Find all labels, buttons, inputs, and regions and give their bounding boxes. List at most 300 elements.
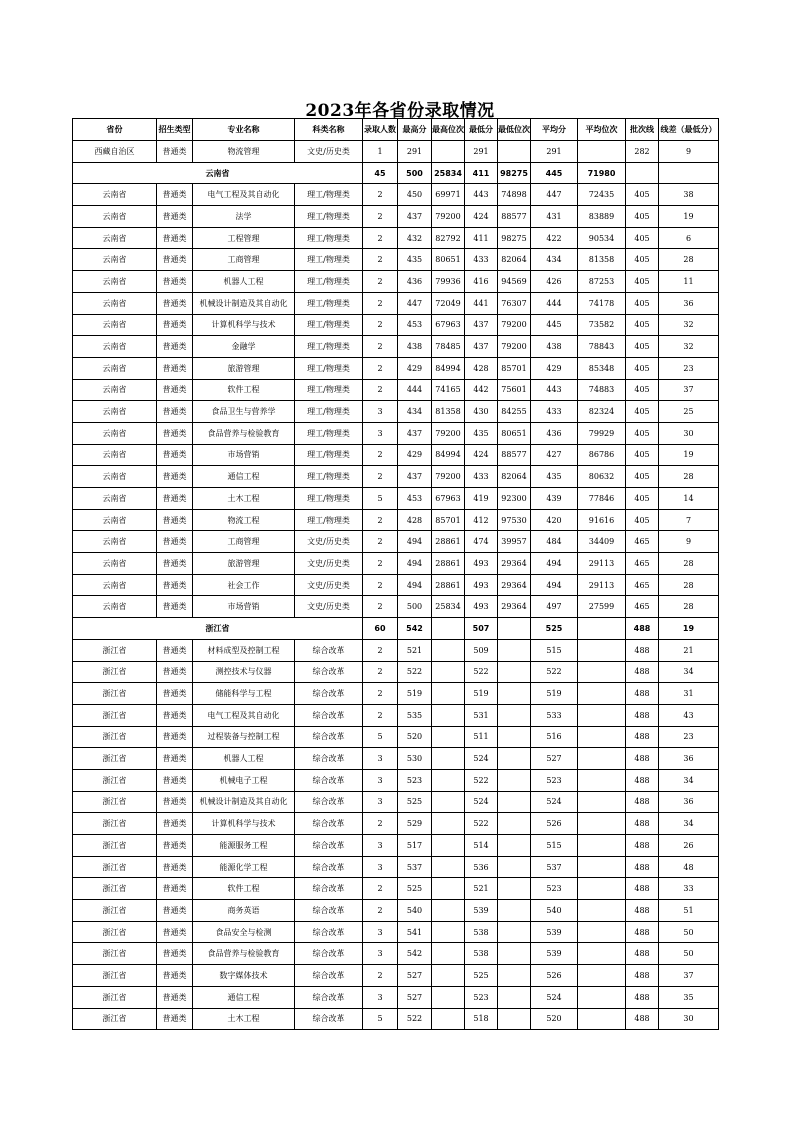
table-cell: 29113 — [578, 553, 626, 575]
table-cell — [498, 835, 531, 857]
table-cell: 494 — [398, 574, 432, 596]
table-cell: 电气工程及其自动化 — [193, 184, 295, 206]
table-cell: 484 — [531, 531, 578, 553]
table-cell: 普通类 — [157, 314, 193, 336]
province-subtotal-row — [73, 162, 719, 184]
table-cell: 519 — [465, 683, 498, 705]
table-cell: 2 — [363, 878, 398, 900]
table-cell: 2 — [363, 292, 398, 314]
table-cell: 85701 — [432, 509, 465, 531]
table-cell: 11 — [659, 271, 719, 293]
col-max-score: 最高分 — [398, 119, 432, 141]
table-cell — [578, 986, 626, 1008]
table-row — [73, 596, 719, 618]
table-cell: 普通类 — [157, 271, 193, 293]
table-cell: 综合改革 — [295, 726, 363, 748]
table-cell — [498, 661, 531, 683]
table-cell: 84255 — [498, 401, 531, 423]
table-cell: 综合改革 — [295, 986, 363, 1008]
table-cell: 39957 — [498, 531, 531, 553]
table-cell: 工商管理 — [193, 531, 295, 553]
table-cell: 28861 — [432, 531, 465, 553]
table-cell: 43 — [659, 704, 719, 726]
table-cell — [432, 835, 465, 857]
table-cell: 3 — [363, 769, 398, 791]
table-cell: 535 — [398, 704, 432, 726]
subtotal-cell: 507 — [465, 618, 498, 640]
table-cell: 488 — [626, 965, 659, 987]
table-cell: 28861 — [432, 553, 465, 575]
table-cell — [432, 965, 465, 987]
table-cell: 94569 — [498, 271, 531, 293]
table-row — [73, 726, 719, 748]
table-cell: 488 — [626, 943, 659, 965]
table-cell: 云南省 — [73, 401, 157, 423]
table-cell: 普通类 — [157, 769, 193, 791]
table-cell: 79929 — [578, 422, 626, 444]
table-cell: 422 — [531, 227, 578, 249]
table-cell: 67963 — [432, 488, 465, 510]
table-cell: 79200 — [432, 466, 465, 488]
table-cell: 普通类 — [157, 921, 193, 943]
table-cell: 普通类 — [157, 1008, 193, 1030]
table-cell: 488 — [626, 704, 659, 726]
table-cell: 442 — [465, 379, 498, 401]
table-cell: 云南省 — [73, 292, 157, 314]
table-cell: 437 — [398, 466, 432, 488]
table-cell: 81358 — [432, 401, 465, 423]
table-cell: 429 — [531, 357, 578, 379]
table-cell: 411 — [465, 227, 498, 249]
table-cell: 465 — [626, 574, 659, 596]
table-cell: 普通类 — [157, 900, 193, 922]
table-cell: 36 — [659, 292, 719, 314]
table-cell: 23 — [659, 726, 719, 748]
table-cell: 3 — [363, 748, 398, 770]
table-cell: 理工/物理类 — [295, 336, 363, 358]
table-cell: 524 — [531, 986, 578, 1008]
table-cell: 云南省 — [73, 227, 157, 249]
table-cell — [578, 813, 626, 835]
table-cell: 488 — [626, 856, 659, 878]
table-cell: 3 — [363, 943, 398, 965]
table-cell: 450 — [398, 184, 432, 206]
table-cell: 28861 — [432, 574, 465, 596]
table-cell: 540 — [531, 900, 578, 922]
table-cell: 82064 — [498, 249, 531, 271]
table-cell: 普通类 — [157, 748, 193, 770]
table-cell: 424 — [465, 444, 498, 466]
table-row — [73, 336, 719, 358]
table-cell: 综合改革 — [295, 683, 363, 705]
table-cell: 465 — [626, 596, 659, 618]
subtotal-cell: 488 — [626, 618, 659, 640]
table-cell: 523 — [531, 878, 578, 900]
table-cell: 437 — [465, 336, 498, 358]
table-cell — [498, 1008, 531, 1030]
table-row — [73, 314, 719, 336]
table-cell: 437 — [398, 206, 432, 228]
table-cell: 28 — [659, 466, 719, 488]
table-cell: 普通类 — [157, 943, 193, 965]
table-cell: 2 — [363, 704, 398, 726]
table-cell: 282 — [626, 141, 659, 163]
table-cell: 普通类 — [157, 574, 193, 596]
table-cell — [578, 141, 626, 163]
table-cell: 527 — [398, 986, 432, 1008]
table-cell: 云南省 — [73, 509, 157, 531]
table-cell: 浙江省 — [73, 661, 157, 683]
table-cell: 文史/历史类 — [295, 553, 363, 575]
table-row — [73, 444, 719, 466]
table-cell: 电气工程及其自动化 — [193, 704, 295, 726]
table-cell: 普通类 — [157, 444, 193, 466]
table-cell: 511 — [465, 726, 498, 748]
table-cell: 539 — [465, 900, 498, 922]
table-cell: 497 — [531, 596, 578, 618]
table-cell: 538 — [465, 921, 498, 943]
table-cell — [498, 791, 531, 813]
table-cell: 493 — [465, 596, 498, 618]
col-min-score: 最低分 — [465, 119, 498, 141]
table-cell: 综合改革 — [295, 639, 363, 661]
subtotal-cell — [432, 618, 465, 640]
table-cell: 通信工程 — [193, 986, 295, 1008]
table-cell — [498, 900, 531, 922]
table-cell: 普通类 — [157, 401, 193, 423]
table-cell: 普通类 — [157, 596, 193, 618]
table-cell: 29113 — [578, 574, 626, 596]
table-cell: 普通类 — [157, 466, 193, 488]
table-cell — [578, 878, 626, 900]
table-cell: 88577 — [498, 444, 531, 466]
table-cell: 73582 — [578, 314, 626, 336]
table-cell: 84994 — [432, 444, 465, 466]
table-cell: 浙江省 — [73, 965, 157, 987]
table-body — [73, 141, 719, 1030]
table-cell: 539 — [531, 921, 578, 943]
table-cell: 80651 — [432, 249, 465, 271]
table-cell: 3 — [363, 835, 398, 857]
table-cell: 79200 — [498, 314, 531, 336]
table-cell: 西藏自治区 — [73, 141, 157, 163]
table-cell: 机械设计制造及其自动化 — [193, 791, 295, 813]
table-cell: 浙江省 — [73, 683, 157, 705]
table-cell — [432, 704, 465, 726]
table-cell: 2 — [363, 206, 398, 228]
table-cell: 525 — [398, 878, 432, 900]
table-cell — [432, 683, 465, 705]
table-cell: 2 — [363, 509, 398, 531]
table-cell: 社会工作 — [193, 574, 295, 596]
table-cell: 2 — [363, 813, 398, 835]
table-cell — [578, 921, 626, 943]
table-cell: 85701 — [498, 357, 531, 379]
table-cell: 523 — [398, 769, 432, 791]
subtotal-cell: 19 — [659, 618, 719, 640]
table-cell: 523 — [465, 986, 498, 1008]
table-cell: 37 — [659, 965, 719, 987]
table-cell: 36 — [659, 791, 719, 813]
table-cell — [498, 748, 531, 770]
table-cell: 2 — [363, 661, 398, 683]
table-cell: 云南省 — [73, 466, 157, 488]
subtotal-cell: 25834 — [432, 162, 465, 184]
table-cell: 72049 — [432, 292, 465, 314]
table-cell: 488 — [626, 813, 659, 835]
table-cell: 74165 — [432, 379, 465, 401]
table-cell: 77846 — [578, 488, 626, 510]
table-cell: 云南省 — [73, 422, 157, 444]
table-cell: 综合改革 — [295, 661, 363, 683]
table-cell: 438 — [398, 336, 432, 358]
table-cell — [498, 704, 531, 726]
table-cell: 理工/物理类 — [295, 271, 363, 293]
col-avg-rank: 平均位次 — [578, 119, 626, 141]
table-cell: 理工/物理类 — [295, 206, 363, 228]
table-cell: 447 — [531, 184, 578, 206]
table-row — [73, 531, 719, 553]
table-cell — [578, 791, 626, 813]
table-row — [73, 249, 719, 271]
table-cell: 29364 — [498, 596, 531, 618]
table-cell: 1 — [363, 141, 398, 163]
table-cell: 食品卫生与营养学 — [193, 401, 295, 423]
table-cell: 529 — [398, 813, 432, 835]
table-cell: 81358 — [578, 249, 626, 271]
table-cell: 综合改革 — [295, 943, 363, 965]
table-cell: 488 — [626, 1008, 659, 1030]
table-row — [73, 271, 719, 293]
table-cell: 82324 — [578, 401, 626, 423]
table-cell: 普通类 — [157, 553, 193, 575]
table-cell: 488 — [626, 791, 659, 813]
table-cell: 527 — [531, 748, 578, 770]
table-cell: 2 — [363, 336, 398, 358]
table-cell — [432, 986, 465, 1008]
table-cell: 522 — [398, 661, 432, 683]
table-cell — [498, 921, 531, 943]
col-type: 招生类型 — [157, 119, 193, 141]
table-cell: 34409 — [578, 531, 626, 553]
table-row — [73, 813, 719, 835]
table-row — [73, 401, 719, 423]
table-cell: 435 — [531, 466, 578, 488]
table-cell: 综合改革 — [295, 900, 363, 922]
table-cell: 普通类 — [157, 249, 193, 271]
table-cell: 浙江省 — [73, 791, 157, 813]
table-cell: 29364 — [498, 553, 531, 575]
table-cell: 理工/物理类 — [295, 314, 363, 336]
table-cell: 79200 — [432, 206, 465, 228]
table-cell: 理工/物理类 — [295, 292, 363, 314]
table-cell: 文史/历史类 — [295, 141, 363, 163]
table-cell: 材料成型及控制工程 — [193, 639, 295, 661]
table-row — [73, 769, 719, 791]
table-cell: 综合改革 — [295, 835, 363, 857]
table-cell: 云南省 — [73, 596, 157, 618]
table-cell: 419 — [465, 488, 498, 510]
table-cell: 理工/物理类 — [295, 509, 363, 531]
table-cell: 525 — [398, 791, 432, 813]
table-cell: 34 — [659, 813, 719, 835]
table-cell: 工商管理 — [193, 249, 295, 271]
table-cell: 综合改革 — [295, 856, 363, 878]
table-cell: 通信工程 — [193, 466, 295, 488]
table-cell: 431 — [531, 206, 578, 228]
table-cell: 文史/历史类 — [295, 596, 363, 618]
table-cell: 79936 — [432, 271, 465, 293]
table-cell: 9 — [659, 531, 719, 553]
table-cell: 494 — [398, 553, 432, 575]
table-cell: 普通类 — [157, 856, 193, 878]
table-cell: 474 — [465, 531, 498, 553]
table-cell: 理工/物理类 — [295, 357, 363, 379]
table-cell: 405 — [626, 227, 659, 249]
table-cell — [578, 748, 626, 770]
table-cell: 综合改革 — [295, 748, 363, 770]
table-cell: 29364 — [498, 574, 531, 596]
table-cell: 405 — [626, 422, 659, 444]
table-cell: 33 — [659, 878, 719, 900]
table-cell: 92300 — [498, 488, 531, 510]
table-cell: 540 — [398, 900, 432, 922]
table-cell: 527 — [398, 965, 432, 987]
table-cell: 普通类 — [157, 726, 193, 748]
table-cell: 514 — [465, 835, 498, 857]
table-cell: 理工/物理类 — [295, 444, 363, 466]
table-cell: 普通类 — [157, 878, 193, 900]
table-cell: 31 — [659, 683, 719, 705]
table-cell: 综合改革 — [295, 965, 363, 987]
table-cell: 2 — [363, 249, 398, 271]
table-cell: 3 — [363, 791, 398, 813]
table-cell: 515 — [531, 835, 578, 857]
subtotal-cell: 445 — [531, 162, 578, 184]
table-cell: 539 — [531, 943, 578, 965]
table-cell: 453 — [398, 314, 432, 336]
table-cell: 86786 — [578, 444, 626, 466]
table-cell: 405 — [626, 336, 659, 358]
table-cell: 综合改革 — [295, 791, 363, 813]
table-cell: 理工/物理类 — [295, 379, 363, 401]
table-cell: 88577 — [498, 206, 531, 228]
table-cell: 522 — [465, 769, 498, 791]
table-cell: 35 — [659, 986, 719, 1008]
table-cell: 522 — [398, 1008, 432, 1030]
table-cell: 488 — [626, 900, 659, 922]
table-row — [73, 184, 719, 206]
table-cell: 普通类 — [157, 704, 193, 726]
table-cell: 金融学 — [193, 336, 295, 358]
table-cell: 32 — [659, 314, 719, 336]
table-cell: 储能科学与工程 — [193, 683, 295, 705]
table-cell — [498, 965, 531, 987]
table-cell: 530 — [398, 748, 432, 770]
table-cell — [432, 141, 465, 163]
table-row — [73, 206, 719, 228]
table-row — [73, 1008, 719, 1030]
table-row — [73, 574, 719, 596]
table-cell: 74883 — [578, 379, 626, 401]
table-cell: 76307 — [498, 292, 531, 314]
table-cell — [578, 1008, 626, 1030]
table-cell: 浙江省 — [73, 639, 157, 661]
table-cell — [498, 878, 531, 900]
table-cell — [432, 1008, 465, 1030]
table-row — [73, 422, 719, 444]
table-cell: 434 — [531, 249, 578, 271]
table-cell — [498, 141, 531, 163]
table-cell: 普通类 — [157, 683, 193, 705]
table-cell: 27599 — [578, 596, 626, 618]
table-cell: 28 — [659, 249, 719, 271]
table-cell: 云南省 — [73, 314, 157, 336]
table-cell: 普通类 — [157, 227, 193, 249]
table-cell: 普通类 — [157, 184, 193, 206]
table-cell: 405 — [626, 379, 659, 401]
table-cell: 520 — [398, 726, 432, 748]
subtotal-cell: 98275 — [498, 162, 531, 184]
table-cell: 综合改革 — [295, 921, 363, 943]
table-cell: 444 — [398, 379, 432, 401]
table-cell — [498, 639, 531, 661]
subtotal-cell — [498, 618, 531, 640]
table-cell: 405 — [626, 314, 659, 336]
subtotal-cell: 411 — [465, 162, 498, 184]
table-row — [73, 856, 719, 878]
table-cell: 75601 — [498, 379, 531, 401]
table-row — [73, 357, 719, 379]
table-cell: 443 — [531, 379, 578, 401]
table-cell: 488 — [626, 921, 659, 943]
subtotal-cell: 60 — [363, 618, 398, 640]
table-cell: 综合改革 — [295, 769, 363, 791]
col-max-rank: 最高位次 — [432, 119, 465, 141]
table-row — [73, 227, 719, 249]
table-cell: 2 — [363, 314, 398, 336]
table-cell: 98275 — [498, 227, 531, 249]
table-cell: 430 — [465, 401, 498, 423]
table-cell: 计算机科学与技术 — [193, 813, 295, 835]
table-cell: 市场营销 — [193, 444, 295, 466]
table-cell: 浙江省 — [73, 921, 157, 943]
table-cell: 30 — [659, 1008, 719, 1030]
table-cell: 429 — [398, 444, 432, 466]
table-cell: 测控技术与仪器 — [193, 661, 295, 683]
table-cell: 433 — [465, 249, 498, 271]
table-cell: 74178 — [578, 292, 626, 314]
table-cell: 数字媒体技术 — [193, 965, 295, 987]
table-cell: 441 — [465, 292, 498, 314]
subtotal-cell — [626, 162, 659, 184]
table-cell: 291 — [465, 141, 498, 163]
table-cell: 405 — [626, 444, 659, 466]
table-cell: 理工/物理类 — [295, 401, 363, 423]
table-cell: 82064 — [498, 466, 531, 488]
table-row — [73, 509, 719, 531]
table-cell: 494 — [398, 531, 432, 553]
table-cell: 488 — [626, 986, 659, 1008]
table-cell: 427 — [531, 444, 578, 466]
table-cell: 405 — [626, 488, 659, 510]
table-cell: 综合改革 — [295, 704, 363, 726]
table-cell — [578, 900, 626, 922]
table-cell: 能源服务工程 — [193, 835, 295, 857]
table-cell — [578, 856, 626, 878]
table-cell: 普通类 — [157, 141, 193, 163]
table-cell: 525 — [465, 965, 498, 987]
